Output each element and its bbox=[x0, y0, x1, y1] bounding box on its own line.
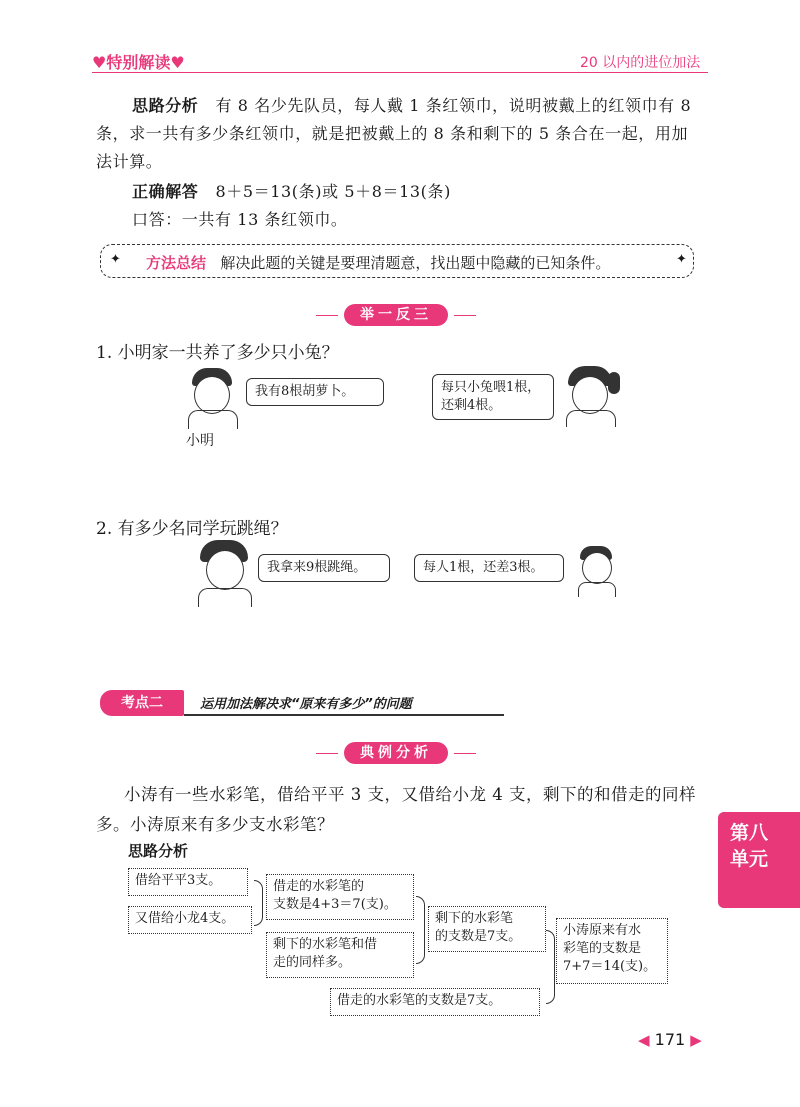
woman-illustration bbox=[196, 540, 256, 606]
example-banner-pill: 典例分析 bbox=[344, 742, 448, 764]
flow-box-remaining-count bbox=[428, 906, 546, 952]
prev-page-icon: ◀ bbox=[638, 1031, 650, 1049]
header-divider bbox=[92, 72, 708, 73]
practice-banner-pill: 举一反三 bbox=[344, 304, 448, 326]
analysis-line-1 bbox=[132, 92, 691, 120]
flow-box-original-total-line-3: 7+7＝14(支)。 bbox=[563, 959, 657, 974]
kaodian-tag: 考点二 bbox=[100, 690, 184, 716]
answer-text: 8＋5＝13(条)或 5＋8＝13(条) bbox=[215, 182, 451, 201]
header-right-title: 20 以内的进位加法 bbox=[580, 55, 701, 71]
boy-illustration bbox=[576, 546, 616, 598]
flow-box-remaining-same-line-1: 剩下的水彩笔和借 bbox=[273, 937, 378, 952]
brace-3 bbox=[546, 930, 555, 1004]
bubble-short: 每人1根，还差3根。 bbox=[414, 554, 564, 582]
face-shape bbox=[194, 376, 230, 414]
method-left-icon: ✦ bbox=[110, 252, 121, 267]
method-label: 方法总结 bbox=[146, 254, 207, 272]
answer-line bbox=[132, 178, 451, 206]
body-shape bbox=[188, 410, 238, 429]
brace-1 bbox=[254, 880, 263, 926]
side-tab-line-2: 单元 bbox=[730, 848, 769, 870]
unit-side-tab bbox=[718, 812, 800, 908]
brace-2 bbox=[416, 896, 425, 964]
body-shape bbox=[566, 410, 616, 427]
banner-line-left bbox=[316, 753, 338, 754]
flow-box-remaining-count-line-2: 的支数是7支。 bbox=[435, 929, 522, 944]
example2-line-2: 多。小涛原来有多少支水彩笔？ bbox=[96, 815, 334, 834]
flow-box-remaining-count-line-1: 剩下的水彩笔 bbox=[435, 911, 514, 926]
flow-box-remaining-same bbox=[266, 932, 414, 978]
kaodian-title: 运用加法解决求“原来有多少”的问题 bbox=[200, 697, 412, 712]
body-shape bbox=[578, 582, 616, 597]
xiaoming-name: 小明 bbox=[186, 433, 214, 449]
method-summary-line bbox=[146, 252, 610, 273]
oral-answer: 口答：一共有 13 条红领巾。 bbox=[132, 210, 348, 229]
bubble-rabbits-line-1: 每只小兔喂1根， bbox=[441, 380, 541, 395]
face-shape bbox=[572, 376, 608, 414]
page-number-group bbox=[638, 1030, 702, 1049]
bubble-carrots: 我有8根胡萝卜。 bbox=[246, 378, 384, 406]
analysis-label: 思路分析 bbox=[132, 96, 199, 115]
kaodian-underline bbox=[184, 714, 504, 716]
bubble-rabbits bbox=[432, 374, 554, 420]
method-text: 解决此题的关键是要理清题意，找出题中隐藏的已知条件。 bbox=[220, 254, 611, 272]
practice-banner bbox=[316, 304, 476, 326]
next-page-icon: ▶ bbox=[690, 1031, 702, 1049]
header-left-title: ♥特别解读♥ bbox=[92, 53, 185, 72]
flow-box-borrowed-total-line-2: 支数是4+3＝7(支)。 bbox=[273, 897, 397, 912]
flow-box-borrowed-total-line-1: 借走的水彩笔的 bbox=[273, 879, 365, 894]
bubble-ropes: 我拿来9根跳绳。 bbox=[258, 554, 390, 582]
question-1-title: 1. 小明家一共养了多少只小兔？ bbox=[96, 343, 339, 363]
flow-box-borrowed-count: 借走的水彩笔的支数是7支。 bbox=[330, 988, 540, 1016]
banner-line-right bbox=[454, 753, 476, 754]
boy-xiaoming-illustration bbox=[184, 368, 244, 428]
girl-illustration bbox=[560, 366, 620, 426]
flow-box-original-total-line-1: 小涛原来有水 bbox=[563, 923, 642, 938]
body-shape bbox=[198, 588, 252, 607]
flow-box-original-total-line-2: 彩笔的支数是 bbox=[563, 941, 642, 956]
analysis-line-3: 法计算。 bbox=[96, 152, 163, 171]
example2-analysis-label: 思路分析 bbox=[128, 842, 189, 860]
method-right-icon: ✦ bbox=[676, 252, 687, 267]
example-banner bbox=[316, 742, 476, 764]
flow-box-borrowed-total bbox=[266, 874, 414, 920]
flow-box-lend-pingping: 借给平平3支。 bbox=[128, 868, 248, 896]
analysis-text-1: 有 8 名少先队员，每人戴 1 条红领巾，说明被戴上的红领巾有 8 bbox=[215, 96, 692, 115]
answer-label: 正确解答 bbox=[132, 182, 199, 201]
flow-box-original-total bbox=[556, 918, 668, 984]
ponytail-shape bbox=[608, 372, 620, 394]
banner-line-left bbox=[316, 315, 338, 316]
bubble-rabbits-line-2: 还剩4根。 bbox=[441, 398, 502, 413]
flow-box-remaining-same-line-2: 走的同样多。 bbox=[273, 955, 352, 970]
page-number: 171 bbox=[654, 1030, 686, 1049]
face-shape bbox=[206, 550, 244, 590]
banner-line-right bbox=[454, 315, 476, 316]
question-2-title: 2. 有多少名同学玩跳绳？ bbox=[96, 519, 288, 539]
face-shape bbox=[582, 552, 612, 584]
analysis-line-2: 条，求一共有多少条红领巾，就是把被戴上的 8 条和剩下的 5 条合在一起，用加 bbox=[96, 124, 689, 143]
example2-line-1: 小涛有一些水彩笔，借给平平 3 支，又借给小龙 4 支，剩下的和借走的同样 bbox=[124, 785, 696, 804]
flow-box-lend-xiaolong: 又借给小龙4支。 bbox=[128, 906, 252, 934]
side-tab-line-1: 第八 bbox=[730, 822, 769, 844]
